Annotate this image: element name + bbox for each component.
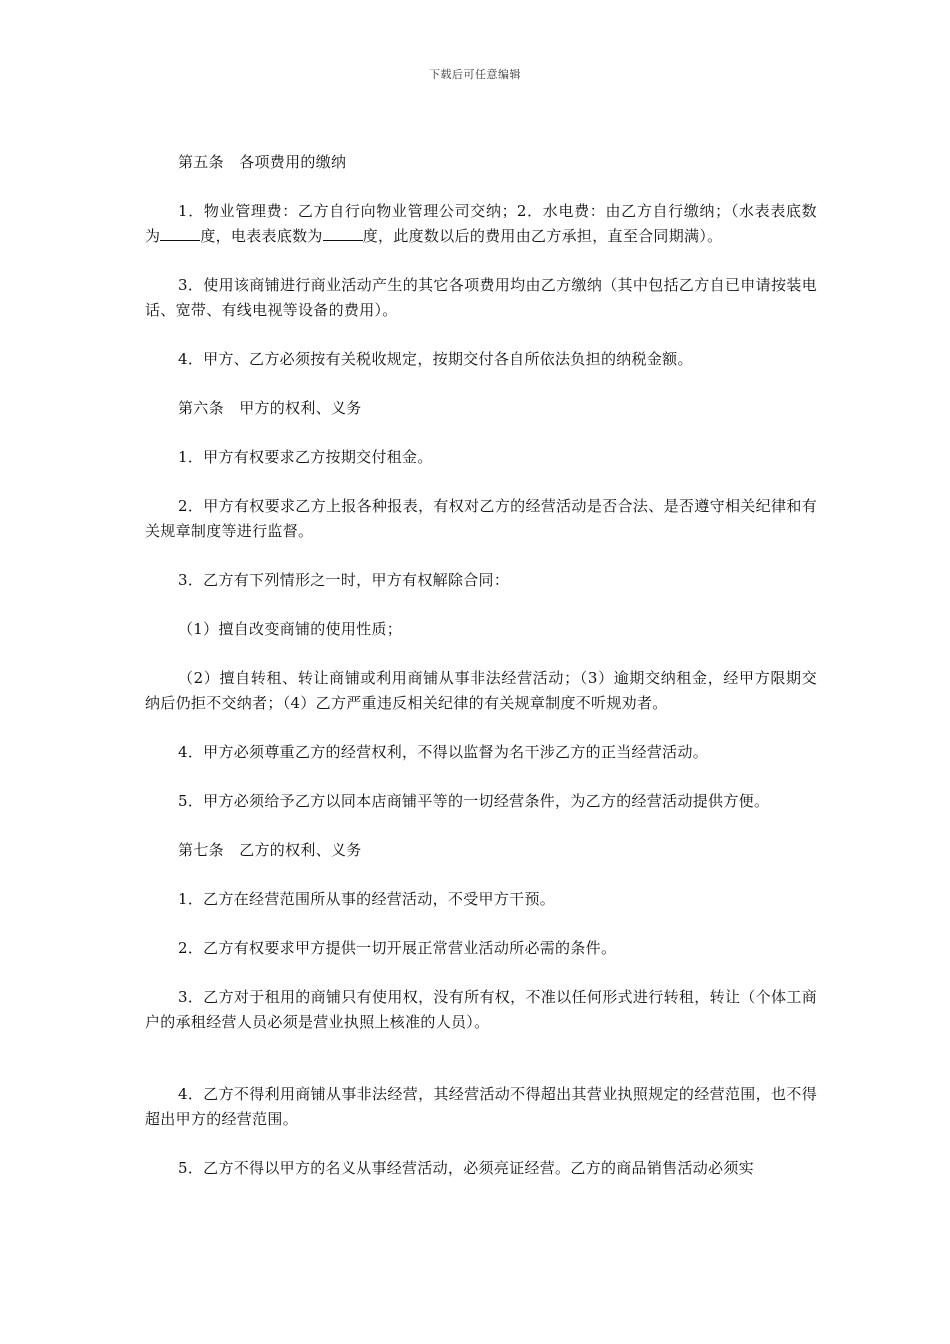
article-7-item-3: 3．乙方对于租用的商铺只有使用权，没有所有权，不准以任何形式进行转租，转让（个体工商户的承租经营人员必须是营业执照上核准的人员）。 xyxy=(145,988,817,1031)
article-7-item-4: 4．乙方不得利用商铺从事非法经营，其经营活动不得超出其营业执照规定的经营范围，也不得超出甲方的经营范围。 xyxy=(145,1085,817,1128)
article-5-title: 第五条 各项费用的缴纳 xyxy=(178,153,347,171)
article-6-item-3: 3．乙方有下列情形之一时，甲方有权解除合同： xyxy=(178,571,510,589)
article-5-item-3: 3．使用该商铺进行商业活动产生的其它各项费用均由乙方缴纳（其中包括乙方自已申请按装电话、宽带、有线电视等设备的费用）。 xyxy=(145,276,817,319)
article-7-item-2: 2．乙方有权要求甲方提供一切开展正常营业活动所必需的条件。 xyxy=(178,939,617,957)
article-7-item-1: 1．乙方在经营范围所从事的经营活动，不受甲方干预。 xyxy=(178,890,556,908)
article-7-item-5: 5．乙方不得以甲方的名义从事经营活动，必须亮证经营。乙方的商品销售活动必须实 xyxy=(178,1159,754,1177)
article-6-title: 第六条 甲方的权利、义务 xyxy=(178,399,362,417)
article-6-item-3-sub-1: （1）擅自改变商铺的使用性质； xyxy=(178,620,403,638)
article-5-item-1-text-b: 度，电表表底数为 xyxy=(200,227,323,245)
article-5-item-1-text-a: 1．物业管理费：乙方自行向物业管理公司交纳；2．水电费：由乙方自行缴纳；（水表表底数为 xyxy=(145,202,817,245)
water-meter-blank xyxy=(160,226,200,241)
electric-meter-blank xyxy=(323,226,363,241)
article-6-item-5: 5．甲方必须给予乙方以同本店商铺平等的一切经营条件，为乙方的经营活动提供方便。 xyxy=(178,792,770,810)
article-6-item-3-sub-2: （2）擅自转租、转让商铺或利用商铺从事非法经营活动；（3）逾期交纳租金，经甲方限期交纳后仍拒不交纳者；（4）乙方严重违反相关纪律的有关规章制度不听规劝者。 xyxy=(145,669,817,712)
article-6-item-1: 1．甲方有权要求乙方按期交付租金。 xyxy=(178,448,433,466)
article-6-item-2: 2．甲方有权要求乙方上报各种报表，有权对乙方的经营活动是否合法、是否遵守相关纪律和有关规章制度等进行监督。 xyxy=(145,497,817,540)
article-5-item-1-text-c: 度，此度数以后的费用由乙方承担，直至合同期满）。 xyxy=(362,227,723,245)
article-5-item-1-2 xyxy=(145,199,817,249)
article-7-title: 第七条 乙方的权利、义务 xyxy=(178,841,362,859)
article-5-item-4: 4．甲方、乙方必须按有关税收规定，按期交付各自所依法负担的纳税金额。 xyxy=(178,350,693,368)
article-6-item-4: 4．甲方必须尊重乙方的经营权利，不得以监督为名干涉乙方的正当经营活动。 xyxy=(178,743,709,761)
page-header-note: 下载后可任意编辑 xyxy=(429,68,521,81)
document-body xyxy=(145,150,817,1205)
